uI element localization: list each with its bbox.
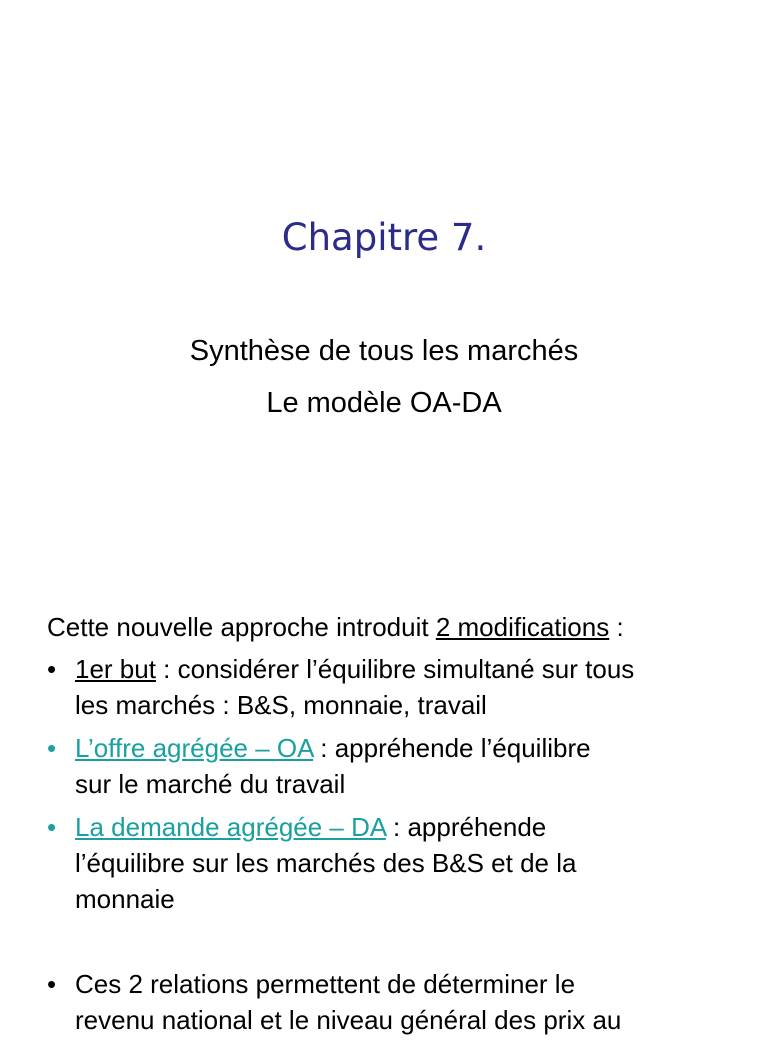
intro-paragraph xyxy=(47,610,624,644)
bullet-item-demande-agregee xyxy=(47,809,737,917)
bullet-line: revenu national et le niveau général des prix au xyxy=(75,1005,622,1035)
bullet-item-relations xyxy=(47,966,737,1038)
bullet-marker: • xyxy=(47,969,57,999)
bullet-line xyxy=(75,809,737,845)
chapter-title: Chapitre 7. xyxy=(281,216,487,259)
intro-text-end: : xyxy=(609,612,624,642)
bullet-line xyxy=(75,730,737,766)
bullet-line: sur le marché du travail xyxy=(75,769,346,799)
intro-text: Cette nouvelle approche introduit xyxy=(47,612,436,642)
bullet-spacer xyxy=(47,924,737,966)
bullet-marker: • xyxy=(47,733,57,763)
bullet-line xyxy=(75,651,737,687)
bullet-marker: • xyxy=(47,654,57,684)
subtitle-line-1: Synthèse de tous les marchés xyxy=(189,335,579,367)
bullet-line: monnaie xyxy=(75,884,175,914)
bullet-text: : appréhende l’équilibre xyxy=(313,733,591,763)
subtitle-line-2: Le modèle OA-DA xyxy=(266,387,502,419)
bullet-item-offre-agregee xyxy=(47,730,737,802)
bullet-text: : appréhende xyxy=(385,812,547,842)
bullet-text: : considérer l’équilibre simultané sur tous xyxy=(155,654,635,684)
bullet-list xyxy=(47,651,737,1045)
bullet-line: Ces 2 relations permettent de déterminer le xyxy=(75,969,576,999)
bullet-term-1er-but: 1er but xyxy=(75,654,156,684)
bullet-line: l’équilibre sur les marchés des B&S et de la xyxy=(75,848,577,878)
link-offre-agregee[interactable]: L’offre agrégée – OA xyxy=(75,733,314,763)
bullet-line: les marchés : B&S, monnaie, travail xyxy=(75,690,487,720)
intro-underlined-term: 2 modifications xyxy=(435,612,610,642)
link-demande-agregee[interactable]: La demande agrégée – DA xyxy=(75,812,386,842)
bullet-item-1er-but xyxy=(47,651,737,723)
bullet-marker: • xyxy=(47,812,57,842)
